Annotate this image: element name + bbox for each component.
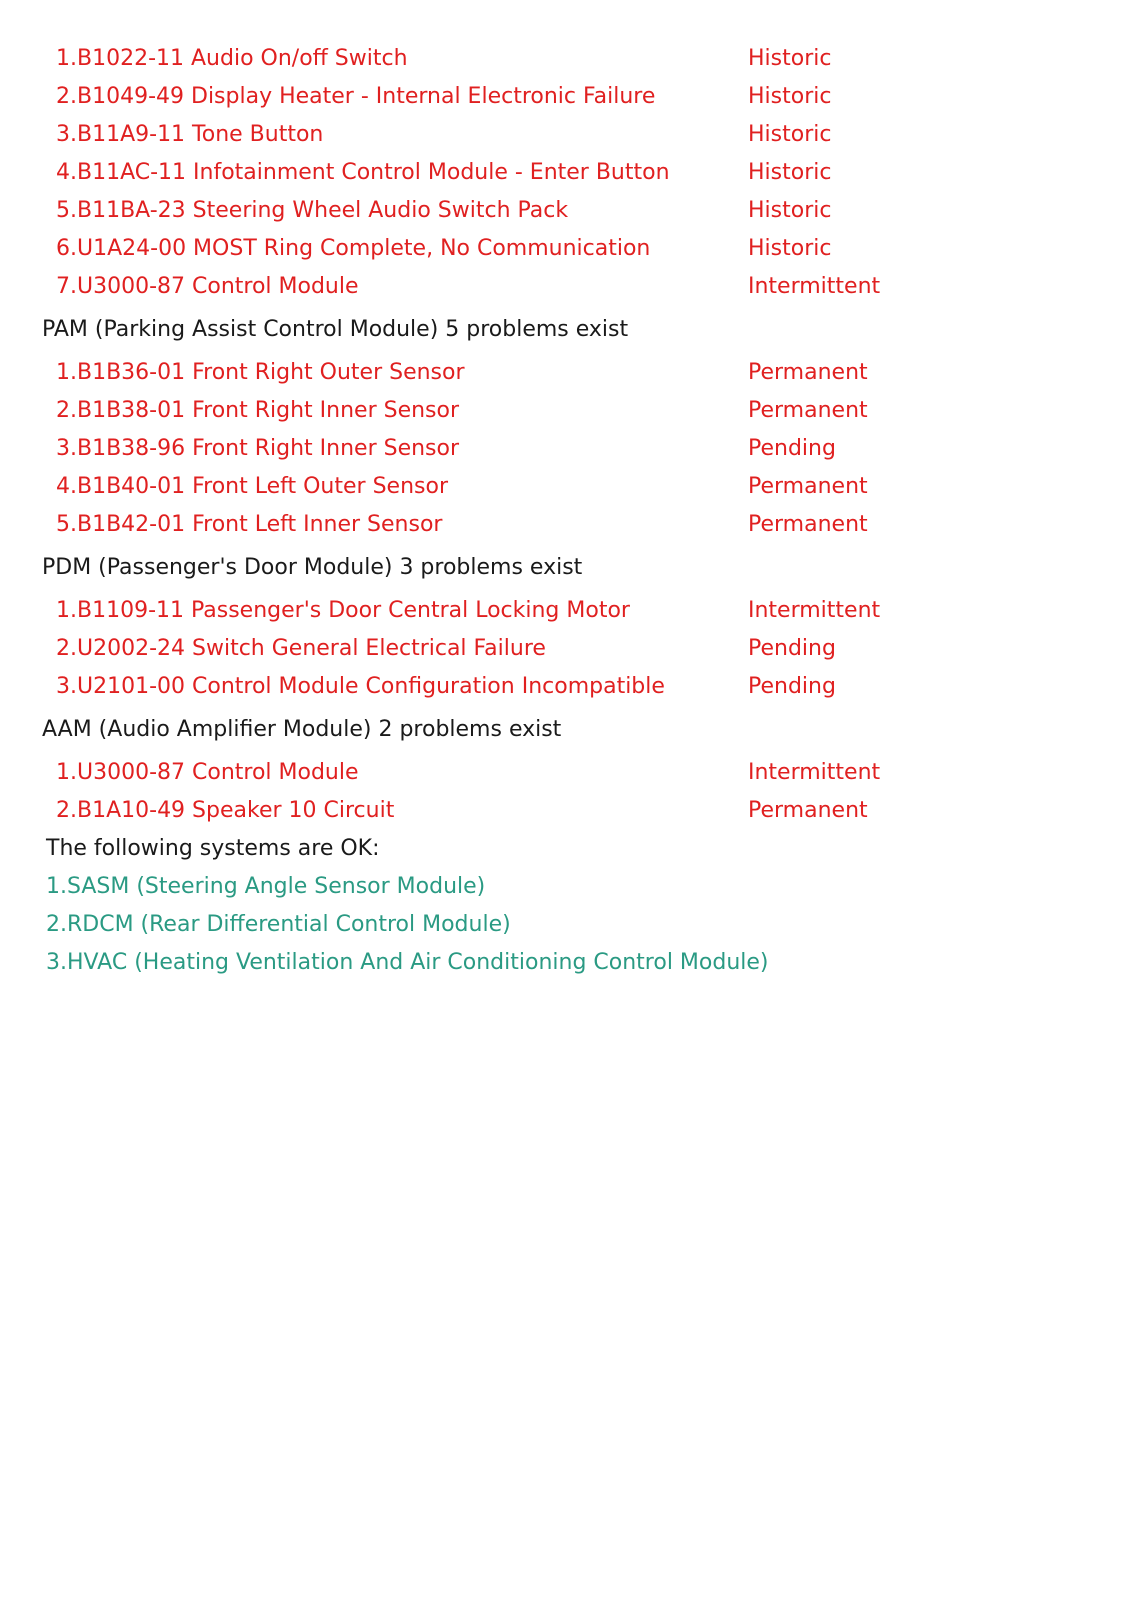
fault-status: Permanent — [748, 512, 868, 537]
fault-status: Permanent — [748, 398, 868, 423]
fault-code: 1.B1B36-01 Front Right Outer Sensor — [56, 360, 465, 385]
ok-system-item: 2.RDCM (Rear Differential Control Module) — [46, 912, 511, 937]
fault-row — [0, 630, 1131, 668]
ok-systems-title: The following systems are OK: — [46, 836, 380, 861]
fault-code: 3.U2101-00 Control Module Configuration Incompatible — [56, 674, 665, 699]
fault-row — [0, 230, 1131, 268]
ok-system-item: 3.HVAC (Heating Ventilation And Air Conditioning Control Module) — [46, 950, 769, 975]
fault-status: Intermittent — [748, 598, 881, 623]
fault-status: Permanent — [748, 474, 868, 499]
fault-status: Intermittent — [748, 760, 881, 785]
fault-row — [0, 792, 1131, 830]
fault-list — [0, 754, 1131, 830]
fault-code: 1.U3000-87 Control Module — [56, 760, 359, 785]
fault-code: 1.B1022-11 Audio On/off Switch — [56, 46, 408, 71]
fault-row — [0, 154, 1131, 192]
fault-code: 3.B11A9-11 Tone Button — [56, 122, 324, 147]
fault-status: Pending — [748, 436, 836, 461]
fault-code: 2.B1B38-01 Front Right Inner Sensor — [56, 398, 460, 423]
fault-row — [0, 468, 1131, 506]
fault-row — [0, 392, 1131, 430]
module-header-pam: PAM (Parking Assist Control Module) 5 problems exist — [42, 317, 629, 342]
fault-code: 4.B11AC-11 Infotainment Control Module - Enter Button — [56, 160, 670, 185]
module-header-pdm: PDM (Passenger's Door Module) 3 problems exist — [42, 555, 583, 580]
fault-list — [0, 40, 1131, 306]
fault-status: Historic — [748, 160, 832, 185]
fault-code: 1.B1109-11 Passenger's Door Central Locking Motor — [56, 598, 630, 623]
fault-code: 3.B1B38-96 Front Right Inner Sensor — [56, 436, 460, 461]
fault-status: Historic — [748, 84, 832, 109]
fault-code: 5.B11BA-23 Steering Wheel Audio Switch Pack — [56, 198, 569, 223]
fault-row — [0, 78, 1131, 116]
fault-status: Pending — [748, 674, 836, 699]
fault-status: Historic — [748, 46, 832, 71]
fault-row — [0, 268, 1131, 306]
fault-code: 6.U1A24-00 MOST Ring Complete, No Communication — [56, 236, 651, 261]
fault-code: 5.B1B42-01 Front Left Inner Sensor — [56, 512, 443, 537]
fault-status: Historic — [748, 198, 832, 223]
fault-row — [0, 754, 1131, 792]
fault-row — [0, 668, 1131, 706]
fault-status: Historic — [748, 236, 832, 261]
fault-status: Permanent — [748, 798, 868, 823]
fault-code: 2.B1A10-49 Speaker 10 Circuit — [56, 798, 395, 823]
fault-code: 2.B1049-49 Display Heater - Internal Electronic Failure — [56, 84, 656, 109]
fault-row — [0, 192, 1131, 230]
fault-row — [0, 430, 1131, 468]
fault-status: Intermittent — [748, 274, 881, 299]
fault-code: 7.U3000-87 Control Module — [56, 274, 359, 299]
fault-list — [0, 354, 1131, 544]
fault-list — [0, 592, 1131, 706]
ok-system-item: 1.SASM (Steering Angle Sensor Module) — [46, 874, 486, 899]
fault-row — [0, 40, 1131, 78]
fault-code: 2.U2002-24 Switch General Electrical Failure — [56, 636, 546, 661]
fault-row — [0, 116, 1131, 154]
fault-row — [0, 592, 1131, 630]
diagnostic-report — [0, 40, 1131, 982]
fault-code: 4.B1B40-01 Front Left Outer Sensor — [56, 474, 448, 499]
fault-row — [0, 506, 1131, 544]
fault-status: Permanent — [748, 360, 868, 385]
fault-row — [0, 354, 1131, 392]
fault-status: Historic — [748, 122, 832, 147]
module-header-aam: AAM (Audio Amplifier Module) 2 problems exist — [42, 717, 562, 742]
fault-status: Pending — [748, 636, 836, 661]
